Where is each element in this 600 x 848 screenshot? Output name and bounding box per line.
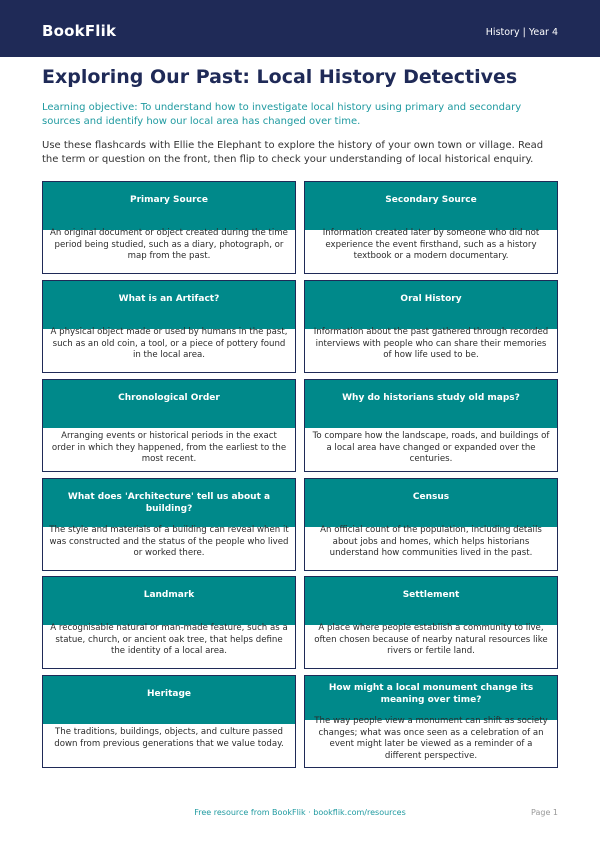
flashcard-front: What is an Artifact? (43, 281, 295, 329)
flashcard-oral-history[interactable] (304, 280, 558, 373)
flashcard-front: Heritage (43, 676, 295, 724)
learning-objective: Learning objective: To understand how to investigate local history using primary and secondary sources and identify how our local area has changed over time. (42, 102, 522, 127)
flashcard-back: The way people view a monument can shift as society changes; what was once seen as a celebration of an event might later be viewed as a reminder of a different perspective. (314, 716, 548, 761)
flashcard-back: Arranging events or historical periods in the exact order in which they happened, from the earliest to the most recent. (51, 431, 287, 464)
footer-link[interactable]: Free resource from BookFlik · bookflik.com/resources (194, 808, 406, 817)
flashcard-front: Secondary Source (305, 182, 557, 230)
flashcard-front: Census (305, 479, 557, 527)
flashcard-front: What does 'Architecture' tell us about a building? (43, 479, 295, 527)
flashcard-back: A recognisable natural or man-made feature, such as a statue, church, or ancient oak tree, that helps define the identity of a local area. (50, 623, 288, 656)
breadcrumb: History | Year 4 (485, 27, 558, 38)
intro-text: Use these flashcards with Ellie the Elephant to explore the history of your own town or village. Read the term or question on the front, then flip to check your understanding of local historical enquiry. (42, 140, 544, 165)
flashcard-back: The traditions, buildings, objects, and culture passed down from previous generations that we value today. (54, 727, 284, 749)
flashcard-settlement[interactable] (304, 576, 558, 669)
header-bar (0, 0, 600, 57)
flashcard-chronological-order[interactable] (42, 379, 296, 472)
flashcard-front: Chronological Order (43, 380, 295, 428)
flashcard-front: Primary Source (43, 182, 295, 230)
flashcard-back: A place where people establish a community to live, often chosen because of nearby natural resources like rivers or fertile land. (314, 623, 548, 656)
flashcard-back: Information created later by someone who did not experience the event firsthand, such as a history textbook or a modern documentary. (322, 228, 540, 261)
flashcard-front: Oral History (305, 281, 557, 329)
flashcard-back: Information about the past gathered through recorded interviews with people who can share their memories of how life used to be. (313, 327, 549, 360)
flashcard-heritage[interactable] (42, 675, 296, 768)
flashcard-front: How might a local monument change its meaning over time? (305, 676, 557, 720)
flashcard-back: To compare how the landscape, roads, and buildings of a local area have changed or expanded over the centuries. (312, 431, 550, 464)
page-number: Page 1 (531, 808, 558, 817)
flashcard-back: An official count of the population, including details about jobs and homes, which helps historians understand how communities lived in the past. (320, 525, 542, 558)
flashcard-front: Landmark (43, 577, 295, 625)
flashcard-front: Settlement (305, 577, 557, 625)
flashcard-back: The style and materials of a building can reveal when it was constructed and the status of the people who lived or worked there. (49, 525, 289, 558)
flashcard-back: A physical object made or used by humans in the past, such as an old coin, a tool, or a piece of pottery found in the local area. (50, 327, 288, 360)
flashcard-back: An original document or object created during the time period being studied, such as a diary, photograph, or map from the past. (50, 228, 288, 261)
flashcard-old-maps[interactable] (304, 379, 558, 472)
flashcard-primary-source[interactable] (42, 181, 296, 274)
brand-logo[interactable]: BookFlik (42, 22, 117, 40)
flashcard-architecture[interactable] (42, 478, 296, 571)
flashcard-local-monument[interactable] (304, 675, 558, 768)
flashcard-landmark[interactable] (42, 576, 296, 669)
flashcard-artifact[interactable] (42, 280, 296, 373)
flashcard-secondary-source[interactable] (304, 181, 558, 274)
flashcard-front: Why do historians study old maps? (305, 380, 557, 428)
page-title: Exploring Our Past: Local History Detectives (42, 66, 518, 88)
flashcard-census[interactable] (304, 478, 558, 571)
